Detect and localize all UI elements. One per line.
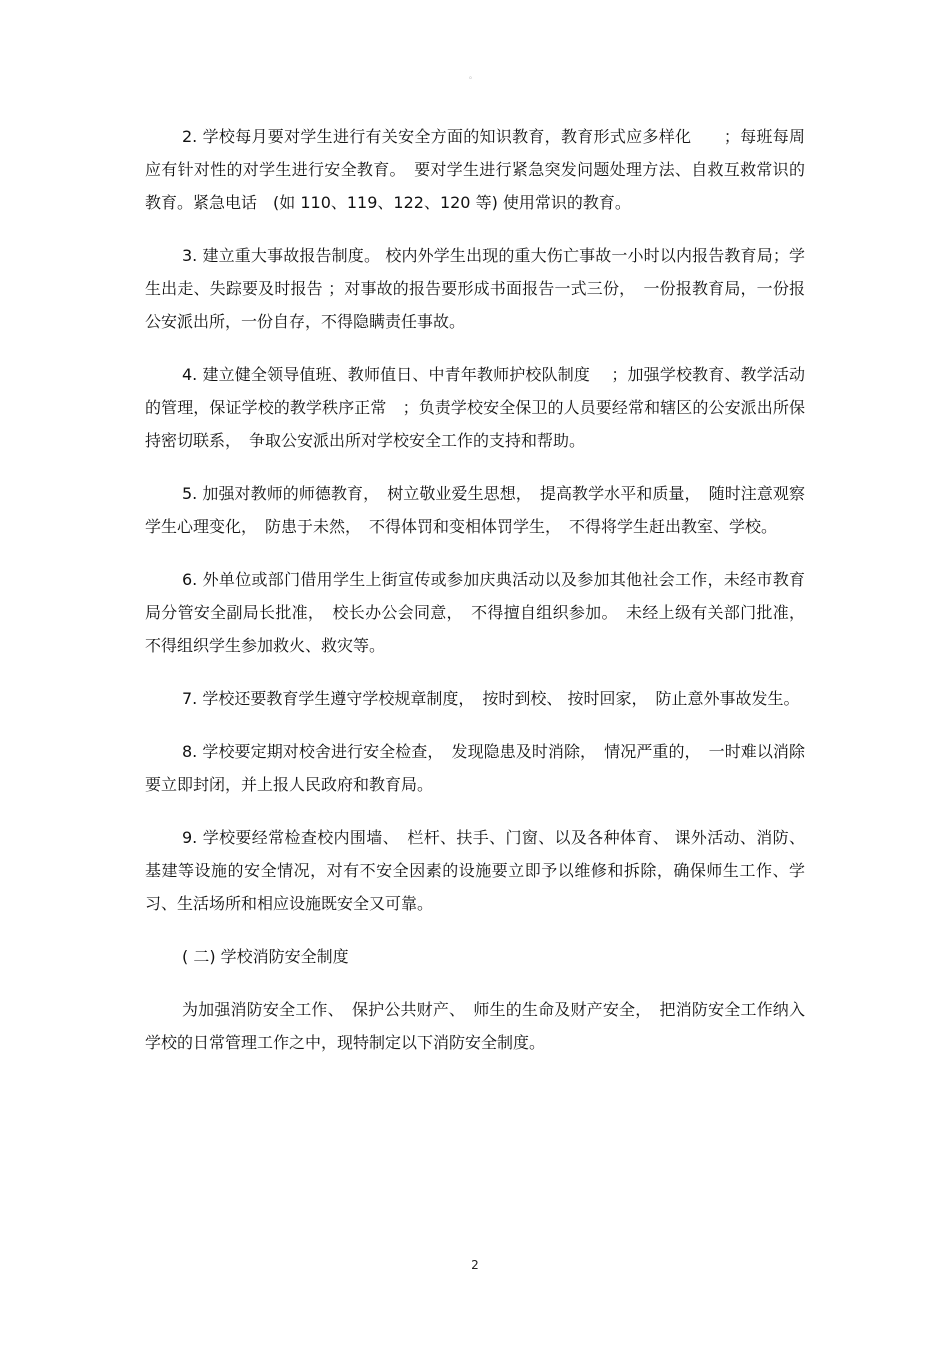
paragraph-item-7: 7. 学校还要教育学生遵守学校规章制度， 按时到校、 按时回家， 防止意外事故发生。	[182, 689, 800, 708]
paragraph-item-9: 9. 学校要经常检查校内围墙、 栏杆、扶手、门窗、以及各种体育、 课外活动、消防、基建等设施的安全情况，对有不安全因素的设施要立即予以维修和拆除，确保师生工作、学习、生活场所和相应设施既安全又可靠。	[145, 828, 805, 913]
page-number: 2	[471, 1258, 479, 1272]
paragraph-item-8: 8. 学校要定期对校舍进行安全检查， 发现隐患及时消除， 情况严重的， 一时难以消除要立即封闭，并上报人民政府和教育局。	[145, 742, 805, 794]
section-heading: ( 二) 学校消防安全制度	[182, 947, 349, 966]
document-body	[145, 120, 805, 1079]
paragraph-item-3: 3. 建立重大事故报告制度。 校内外学生出现的重大伤亡事故一小时以内报告教育局；学生出走、失踪要及时报告 ；对事故的报告要形成书面报告一式三份， 一份报教育局，一份报公安派出所，一份自存，不得隐瞒责任事故。	[145, 246, 805, 331]
paragraph-item-4: 4. 建立健全领导值班、教师值日、中青年教师护校队制度 ；加强学校教育、教学活动的管理，保证学校的教学秩序正常 ；负责学校安全保卫的人员要经常和辖区的公安派出所保持密切联系， 争取公安派出所对学校安全工作的支持和帮助。	[145, 365, 805, 450]
paragraph-item-5: 5. 加强对教师的师德教育， 树立敬业爱生思想， 提高教学水平和质量， 随时注意观察学生心理变化， 防患于未然， 不得体罚和变相体罚学生， 不得将学生赶出教室、学校。	[145, 484, 805, 536]
section-intro-paragraph: 为加强消防安全工作、 保护公共财产、 师生的生命及财产安全， 把消防安全工作纳入学校的日常管理工作之中，现特制定以下消防安全制度。	[145, 1000, 805, 1052]
header-mark: 。	[469, 71, 477, 80]
paragraph-item-2: 2. 学校每月要对学生进行有关安全方面的知识教育，教育形式应多样化 ；每班每周应有针对性的对学生进行安全教育。 要对学生进行紧急突发问题处理方法、自救互救常识的教育。紧急电话 (如 110、119、122、120 等) 使用常识的教育。	[145, 127, 805, 212]
paragraph-item-6: 6. 外单位或部门借用学生上街宣传或参加庆典活动以及参加其他社会工作，未经市教育局分管安全副局长批准， 校长办公会同意， 不得擅自组织参加。 未经上级有关部门批准，不得组织学生参加救火、救灾等。	[145, 570, 805, 655]
